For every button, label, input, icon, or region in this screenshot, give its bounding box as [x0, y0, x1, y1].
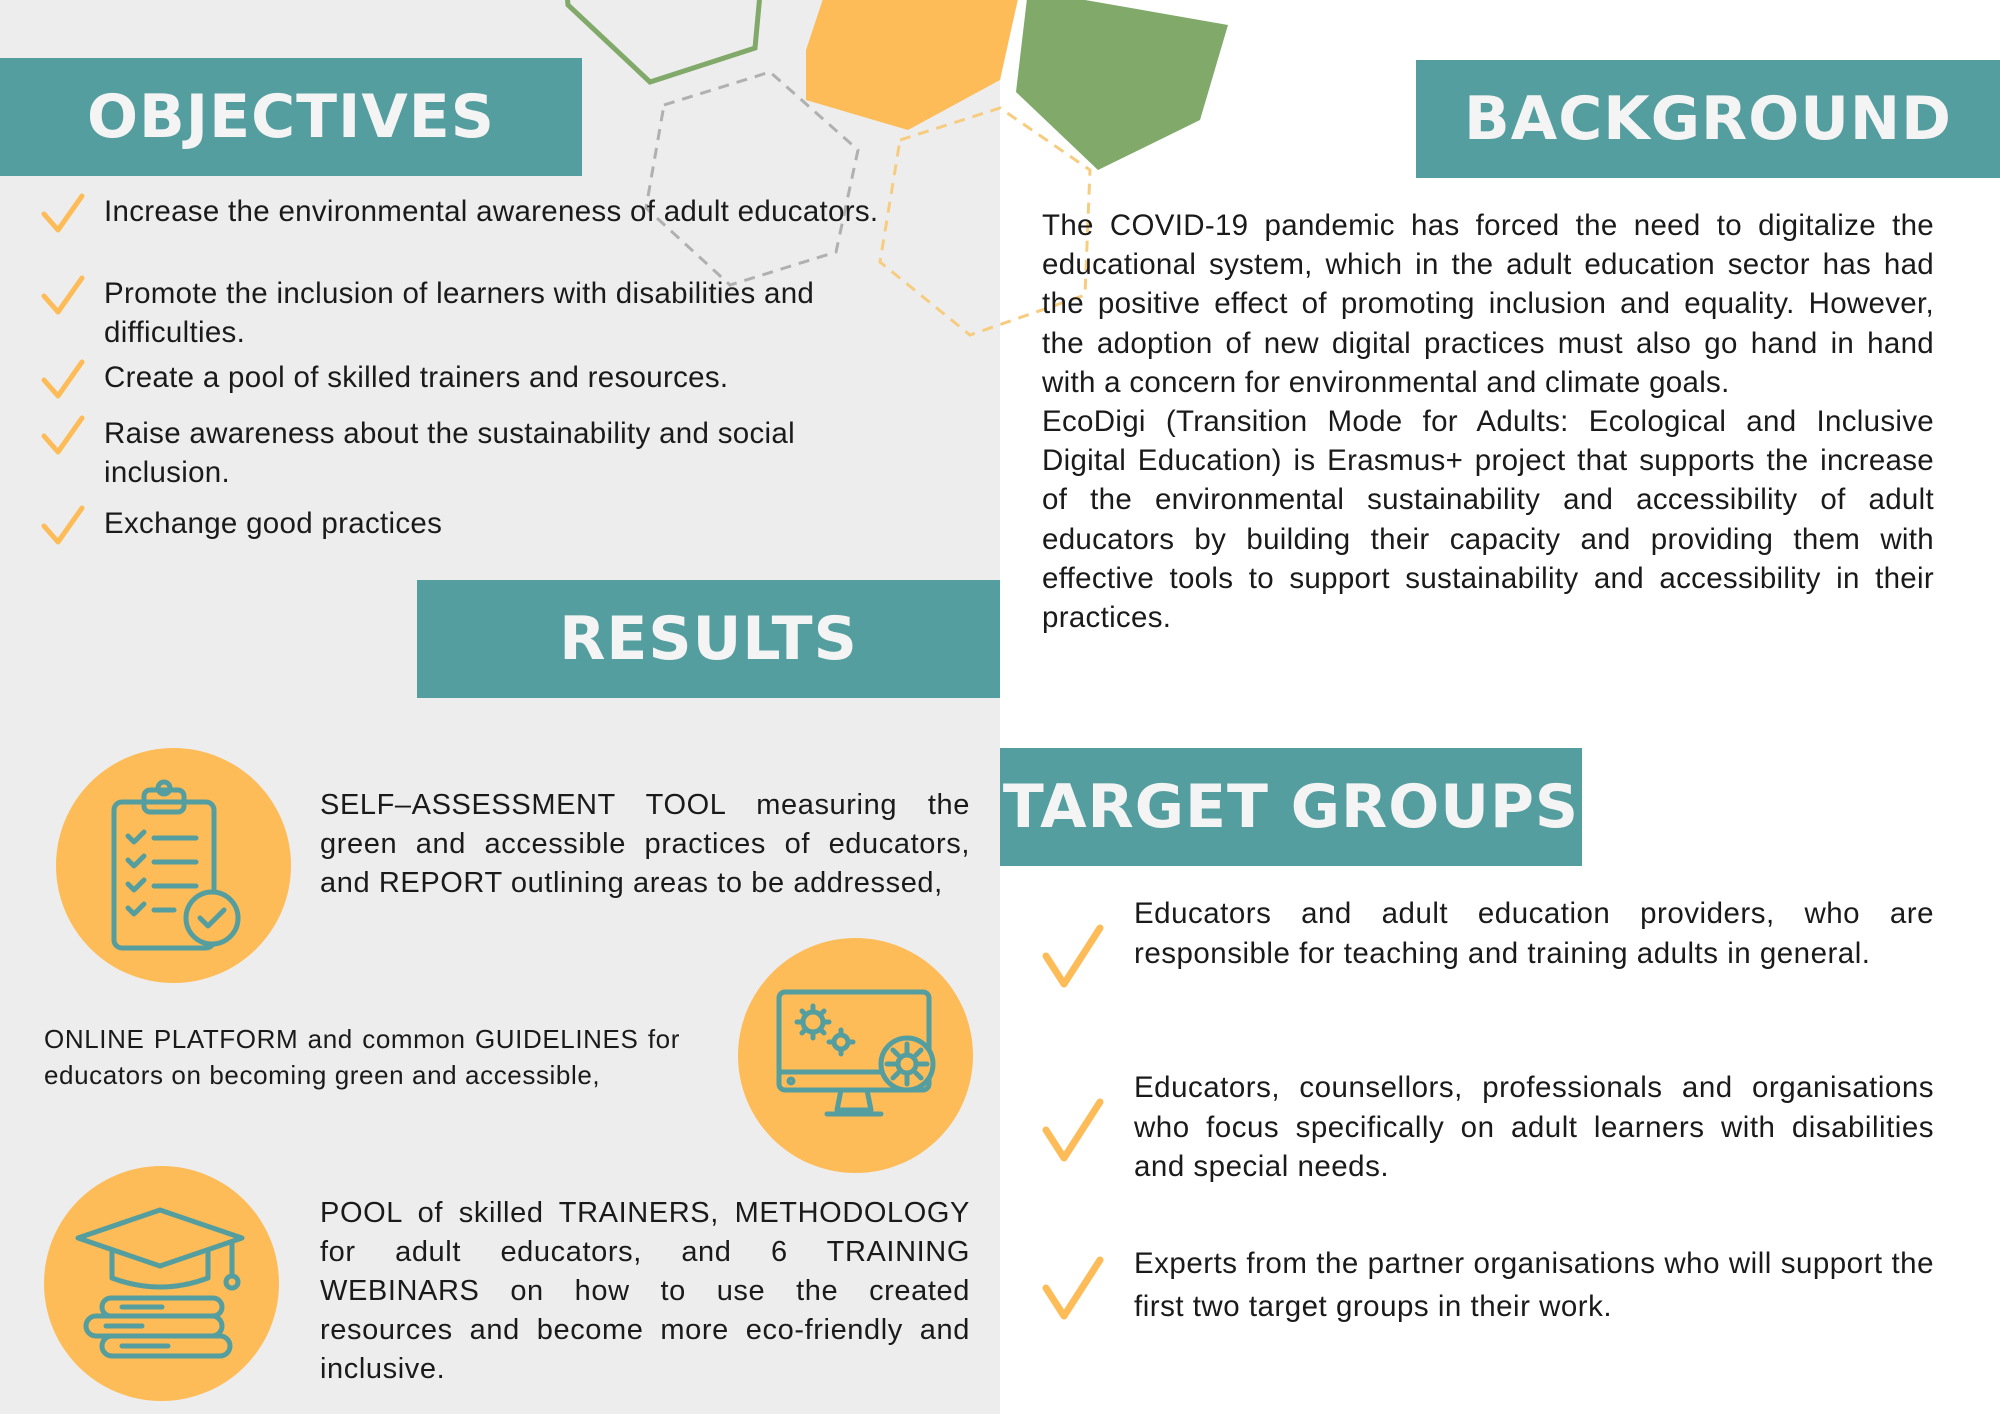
computer-gears-icon: [771, 986, 941, 1126]
graduation-cap-books-icon: [72, 1204, 252, 1364]
target-group-text: Educators, counsellors, professionals and organisations who focus specifically on adult learners with disabilities and special needs.: [1134, 1071, 1934, 1183]
clipboard-icon-circle: [56, 748, 291, 983]
result-text: SELF–ASSESSMENT TOOL measuring the green and accessible practices of educators, and REPORT outlining areas to be addressed,: [320, 789, 970, 899]
green-hexagon: [1016, 0, 1228, 170]
check-icon: [1040, 922, 1106, 992]
objectives-title: OBJECTIVES: [0, 58, 582, 176]
computer-icon-circle: [738, 938, 973, 1173]
graduation-icon-circle: [44, 1166, 279, 1401]
objective-text: Create a pool of skilled trainers and resources.: [104, 361, 729, 394]
result-text: POOL of skilled TRAINERS, METHODOLOGY for adult educators, and 6 TRAINING WEBINARS on how to use the created resources and become more eco-friendly and inclusive.: [320, 1197, 970, 1385]
target-groups-title: TARGET GROUPS: [1000, 748, 1582, 866]
check-icon: [40, 358, 86, 402]
background-paragraph: The COVID-19 pandemic has forced the need to digitalize the educational system, which in the adult education sector has had the positive effect of promoting inclusion and equality. However, the adoption of new digital practices must also go hand in hand with a concern for environmental and climate goals.: [1042, 209, 1934, 399]
target-group-text: Educators and adult education providers, who are responsible for teaching and training adults in general.: [1134, 897, 1934, 970]
objective-item: [40, 358, 940, 402]
objective-text: Increase the environmental awareness of adult educators.: [104, 195, 879, 228]
background-paragraph: EcoDigi (Transition Mode for Adults: Ecological and Inclusive Digital Education) is Erasmus+ project that supports the increase of the environmental sustainability and accessibility of adult educators by building their capacity and providing them with effective tools to support sustainability and accessibility in their practices.: [1042, 405, 1934, 635]
target-group-item: [1040, 894, 1934, 992]
objective-item: [40, 414, 940, 492]
result-text: ONLINE PLATFORM and common GUIDELINES for educators on becoming green and accessible,: [44, 1024, 680, 1090]
objective-item: [40, 504, 940, 548]
objective-item: [40, 192, 940, 236]
objective-text: Raise awareness about the sustainability and social inclusion.: [104, 417, 795, 489]
results-title: RESULTS: [417, 580, 1000, 698]
check-icon: [1040, 1254, 1106, 1324]
check-icon: [40, 504, 86, 548]
background-text: [1042, 206, 1934, 637]
objective-text: Exchange good practices: [104, 507, 443, 540]
target-group-text: Experts from the partner organisations who will support the first two target groups in their work.: [1134, 1247, 1934, 1323]
check-icon: [40, 414, 86, 458]
target-group-item: [1040, 1068, 1934, 1187]
target-group-item: [1040, 1242, 1934, 1328]
objective-item: [40, 274, 940, 352]
check-icon: [40, 274, 86, 318]
objective-text: Promote the inclusion of learners with disabilities and difficulties.: [104, 277, 815, 349]
check-icon: [40, 192, 86, 236]
background-title: BACKGROUND: [1416, 60, 2000, 178]
check-icon: [1040, 1096, 1106, 1166]
clipboard-checklist-icon: [94, 776, 254, 956]
